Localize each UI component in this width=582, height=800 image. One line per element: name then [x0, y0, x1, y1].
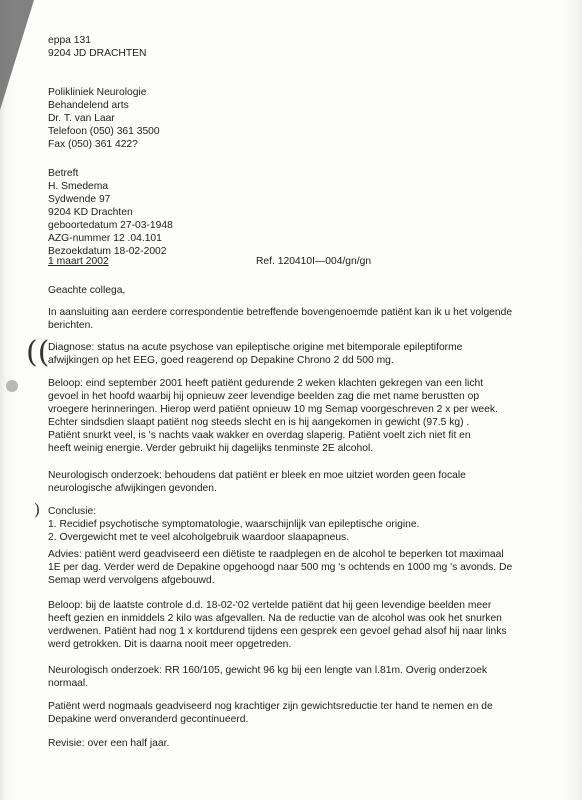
advice-paragraph-2 — [48, 700, 568, 726]
advice-paragraph — [48, 548, 568, 587]
sender-street: eppa 131 — [48, 35, 91, 46]
folded-corner — [0, 0, 34, 110]
handwritten-brackets: (( — [26, 335, 50, 370]
paragraph-line: neurologische afwijkingen gevonden. — [48, 483, 217, 494]
paragraph-line: 1. Recidief psychotische symptomatologie, waarschijnlijk van epileptische origine. — [48, 519, 420, 530]
recipient-name: Dr. T. van Laar — [48, 113, 115, 124]
revision-note: Revisie: over een half jaar. — [48, 738, 170, 749]
paragraph-line: Neurologisch onderzoek: behoudens dat patiënt er bleek en moe uitziet worden geen focale — [48, 470, 466, 481]
paragraph-line: heeft gezien en inmiddels 2 kilo was afgevallen. Na de reductie van de alcohol was ook het snurken — [48, 613, 502, 624]
intro-paragraph — [48, 306, 568, 332]
paragraph-line: Beloop: eind september 2001 heeft patiënt gedurende 2 weken klachten gekregen van een licht — [48, 378, 484, 389]
subject-street: Sydwende 97 — [48, 194, 111, 205]
letter-date: 1 maart 2002 — [48, 256, 109, 267]
paragraph-line: berichten. — [48, 320, 94, 331]
paragraph-line: heeft weinig energie. Verder gebruikt hij dagelijks tenminste 2E alcohol. — [48, 443, 374, 454]
paragraph-line: Semap werd vervolgens afgebouwd. — [48, 575, 215, 586]
course-paragraph-1 — [48, 377, 568, 455]
subject-name: H. Smedema — [48, 181, 109, 192]
paragraph-line: Neurologisch onderzoek: RR 160/105, gewicht 96 kg bij een lengte van l.81m. Overig onderzoek — [48, 665, 488, 676]
salutation: Geachte collega, — [48, 285, 126, 296]
paragraph-line: vroegere herinneringen. Hierop werd patiënt opnieuw 10 mg Semap voorgeschreven 2 x per week. — [48, 404, 498, 415]
paragraph-line: afwijkingen op het EEG, goed reagerend op Depakine Chrono 2 dd 500 mg. — [48, 355, 394, 366]
paragraph-line: 2. Overgewicht met te veel alcoholgebruik waardoor slaapapneus. — [48, 532, 350, 543]
punch-hole — [6, 380, 18, 392]
reference-number: Ref. 120410I—004/gn/gn — [256, 256, 372, 267]
course-paragraph-2 — [48, 599, 568, 651]
paragraph-line: Patiënt snurkt veel, is 's nachts vaak wakker en overdag slaperig. Patiënt voelt zich niet fit en — [48, 430, 471, 441]
recipient-role: Behandelend arts — [48, 100, 129, 111]
paragraph-line: werd getrokken. Dit is daarna nooit meer opgetreden. — [48, 639, 292, 650]
neuro-exam-paragraph-1 — [48, 469, 568, 495]
paragraph-line: Diagnose: status na acute psychose van epileptische origine met bitemporale epileptiforme — [48, 342, 463, 353]
conclusion-paragraph — [48, 505, 568, 544]
sender-city: 9204 JD DRACHTEN — [48, 48, 147, 59]
recipient-fax: Fax (050) 361 422? — [48, 139, 138, 150]
subject-azg-number: AZG-nummer 12 .04.101 — [48, 233, 162, 244]
paragraph-line: Echter sindsdien slaapt patiënt nog steeds slecht en is hij aangekomen in gewicht (97.5 kg) . — [48, 417, 470, 428]
paragraph-line: verdwenen. Patiënt had nog 1 x kortdurend tijdens een gesprek een gevoel gehad alsof hij naar links — [48, 626, 507, 637]
paragraph-line: In aansluiting aan eerdere correspondentie betreffende bovengenoemde patiënt kan ik u het volgende — [48, 307, 513, 318]
neuro-exam-paragraph-2 — [48, 664, 568, 690]
paragraph-line: normaal. — [48, 678, 89, 689]
subject-visit-date: Bezoekdatum 18-02-2002 — [48, 246, 167, 257]
paragraph-line: Conclusie: — [48, 506, 97, 517]
paragraph-line: Patiënt werd nogmaals geadviseerd nog krachtiger zijn gewichtsreductie ter hand te nemen en de — [48, 701, 493, 712]
subject-label: Betreft — [48, 168, 79, 179]
paragraph-line: Depakine werd onveranderd gecontinueerd. — [48, 714, 249, 725]
paragraph-line: 1E per dag. Verder werd de Depakine opgehoogd naar 500 mg 's ochtends en 1000 mg 's avonds. De — [48, 562, 513, 573]
diagnosis-paragraph — [48, 341, 568, 367]
paragraph-line: Beloop: bij de laatste controle d.d. 18-02-'02 vertelde patiënt dat hij geen levendige beelden meer — [48, 600, 492, 611]
handwritten-bracket: ) — [34, 500, 41, 519]
paragraph-line: Advies: patiënt werd geadviseerd een diëtiste te raadplegen en de alcohol te beperken tot maximaal — [48, 549, 504, 560]
recipient-phone: Telefoon (050) 361 3500 — [48, 126, 160, 137]
recipient-clinic: Polikliniek Neurologie — [48, 87, 147, 98]
paragraph-line: gevoel in het hoofd waarbij hij opnieuw zeer levendige beelden zag die met name berustten op — [48, 391, 480, 402]
subject-dob: geboortedatum 27-03-1948 — [48, 220, 173, 231]
subject-city: 9204 KD Drachten — [48, 207, 133, 218]
